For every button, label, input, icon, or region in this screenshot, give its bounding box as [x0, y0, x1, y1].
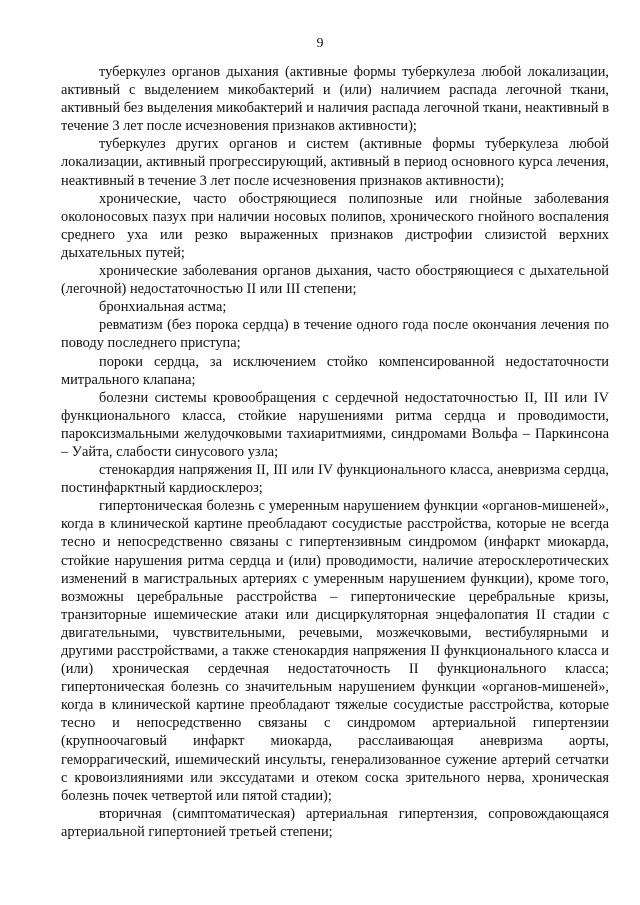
paragraph-respiratory-diseases: хронические заболевания органов дыхания, часто обостряющиеся с дыхательной (легочной) недостаточностью II или III степени;	[61, 263, 609, 298]
paragraph-angina: стенокардия напряжения II, III или IV функционального класса, аневризма сердца, постинфарктный кардиосклероз;	[61, 462, 609, 497]
paragraph-sinus-diseases: хронические, часто обостряющиеся полипозные или гнойные заболевания околоносовых пазух при наличии носовых полипов, хронического гнойного воспаления среднего уха или резко выраженных признаков дистрофии слизистой верхних дыхательных путей;	[61, 190, 609, 261]
body-text	[61, 63, 609, 841]
paragraph-secondary-hypertension: вторичная (симптоматическая) артериальная гипертензия, сопровождающаяся артериальной гипертонией третьей степени;	[61, 805, 609, 840]
paragraph-asthma: бронхиальная астма;	[99, 299, 227, 316]
paragraph-other-tuberculosis: туберкулез других органов и систем (активные формы туберкулеза любой локализации, активный прогрессирующий, активный в период основного курса лечения, неактивный в течение 3 лет после исчезновения признаков активности);	[61, 136, 609, 189]
paragraph-pulmonary-tuberculosis: туберкулез органов дыхания (активные формы туберкулеза любой локализации, активный с выделением микобактерий и (или) наличием распада легочной ткани, активный без выделения микобактерий и наличия распада легочной ткани, неактивный в течение 3 лет после исчезновения признаков активности);	[61, 64, 609, 135]
page-number: 9	[316, 36, 324, 51]
paragraph-heart-defects: пороки сердца, за исключением стойко компенсированной недостаточности митрального клапана;	[61, 353, 609, 388]
paragraph-rheumatism: ревматизм (без порока сердца) в течение одного года после окончания лечения по поводу последнего приступа;	[61, 317, 609, 352]
paragraph-hypertension: гипертоническая болезнь с умеренным нарушением функции «органов-мишеней», когда в клинической картине преобладают сосудистые расстройства, которые не всегда тесно и непосредственно связаны с гипертензивным синдромом (инфаркт миокарда, стойкие нарушения ритма сердца и (или) проводимости, наличие атеросклеротических изменений в магистральных артериях с умеренным нарушением функции), кроме того, возможны церебральные расстройства – гипертонические церебральные кризы, транзиторные ишемические атаки или дисциркуляторная энцефалопатия II стадии с двигательными, чувствительными, речевыми, мозжечковыми, вестибулярными и другими расстройствами, а также стенокардия напряжения II функционального класса и (или) хроническая сердечная недостаточность II функционального класса; гипертоническая болезнь со значительным нарушением функции «органов-мишеней», когда в клинической картине преобладают тяжелые сосудистые расстройства, которые тесно и непосредственно связаны с синдромом артериальной гипертензии (крупноочаговый инфаркт миокарда, расслаивающая аневризма аорты, геморрагический, ишемический инсульты, генерализованное сужение артерий сетчатки с кровоизлияниями или экссудатами и отеком соска зрительного нерва, хроническая болезнь почек четвертой или пятой стадии);	[61, 498, 609, 804]
paragraph-circulatory-diseases: болезни системы кровообращения с сердечной недостаточностью II, III или IV функционального класса, стойкие нарушениями ритма сердца и проводимости, пароксизмальными желудочковыми тахиаритмиями, синдромами Вольфа – Паркинсона – Уайта, слабости синусового узла;	[61, 389, 609, 460]
